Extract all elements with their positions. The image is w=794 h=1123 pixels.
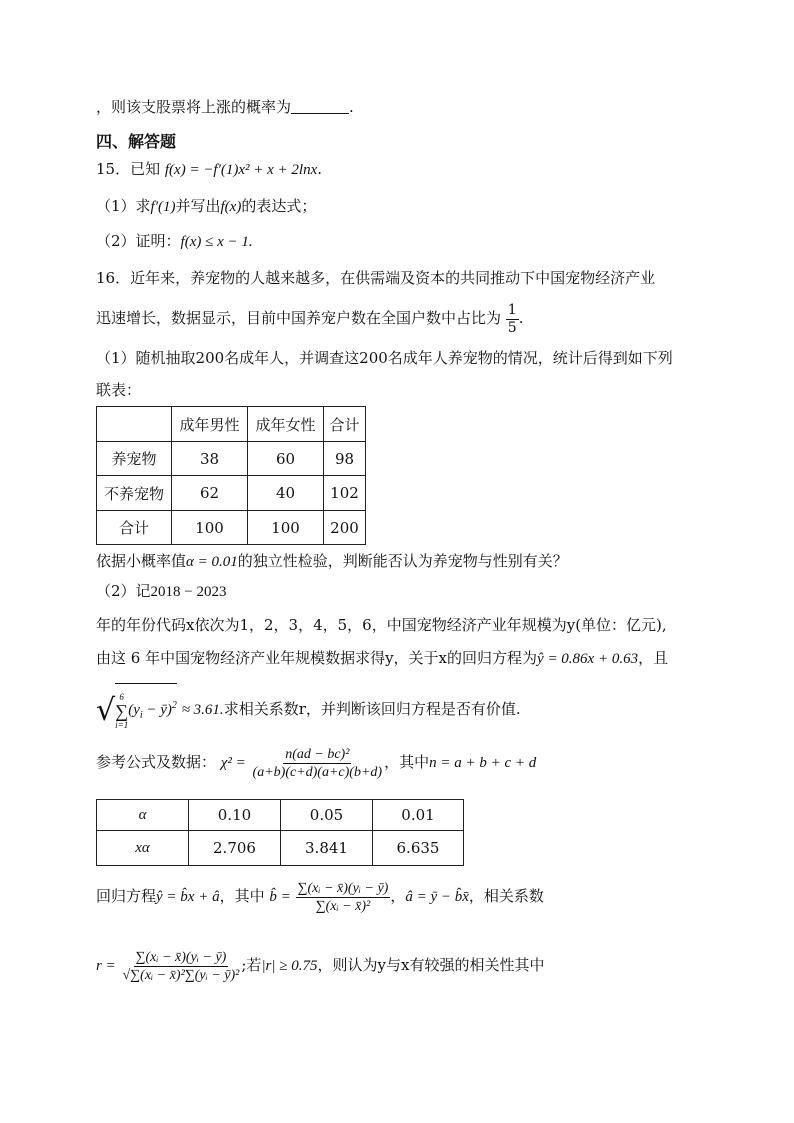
q15-formula: f(x) = −f′(1)x² + x + 2lnx (164, 162, 318, 178)
q15-part1: （1）求f′(1)并写出f(x)的表达式； (96, 197, 317, 215)
answer-blank (291, 99, 349, 114)
q16-line2: 迅速增长，数据显示，目前中国养宠户数在全国户数中占比为 $\frac{1}{5}$ . (96, 301, 524, 336)
chi-square-fraction: $\frac{\text{n(ad − bc)²}}{(a+b)(c+d)(a+c)(b+d)}$ (252, 746, 383, 780)
slope-fraction: $\frac{\text{∑(xᵢ − x̄)(yᵢ − ȳ)}}{\text{∑(xᵢ − x̄)²}}$ (297, 880, 389, 914)
correlation-fraction: $\frac{\text{∑(xᵢ − x̄)(yᵢ − ȳ)}}{\text{√∑(xᵢ − x̄)²∑(yᵢ − ȳ)²}}$ (122, 949, 240, 983)
q15-stem: 15．已知 f(x) = −f′(1)x² + x + 2lnx. (96, 160, 323, 178)
sum-squares-expr: 6 ∑ i=1 ($y_i$ − ȳ)$^2$ (115, 683, 177, 736)
table-row: 养宠物 38 60 98 (97, 442, 366, 476)
contingency-table (96, 406, 366, 545)
q15-part2: （2）证明：f(x) ≤ x − 1. (96, 232, 253, 250)
section-heading: 四、解答题 (96, 132, 177, 151)
table-row: α 0.10 0.05 0.01 (97, 800, 464, 831)
critical-value-table (96, 799, 464, 866)
table-row: xα 2.706 3.841 6.635 (97, 831, 464, 866)
table-row: 不养宠物 62 40 102 (97, 476, 366, 511)
q16-part2-line1: （2）记2018 − 2023 (96, 582, 227, 600)
q16-part2-line3: 由这 6 年中国宠物经济产业年规模数据求得y，关于x的回归方程为ŷ = 0.86x + 0.63，且 (96, 649, 669, 667)
q16-part2-line2: 年的年份代码x依次为1，2，3，4，5，6，中国宠物经济产业年规模为y(单位：亿元), (96, 616, 667, 634)
ref-chi-square: 参考公式及数据： χ² = $\frac{\text{n(ad − bc)²}}{(a+b)(c+d)(a+c)(b+d)}$ ，其中n = a + b + c + d (96, 746, 537, 780)
q16-part2-line4: √ 6 ∑ i=1 ($y_i$ − ȳ)$^2$ ≈ 3.61.求相关系数r，并判断该回归方程是否有价值. (96, 683, 521, 736)
previous-question-tail: ，则该支股票将上涨的概率为 . (96, 98, 354, 116)
sqrt-icon: √ (96, 693, 116, 728)
ref-regression: 回归方程ŷ = b̂x + â，其中 b̂ = $\frac{\text{∑(xᵢ − x̄)(yᵢ − ȳ)}}{\text{∑(xᵢ − x̄)²}}$ ，â = ȳ − b̂x̄，相关系数 (96, 880, 544, 914)
fraction-one-fifth: $\frac{1}{5}$ (507, 301, 517, 336)
q16-line1: 16．近年来，养宠物的人越来越多，在供需端及资本的共同推动下中国宠物经济产业 (96, 269, 656, 287)
table-row: 合计 100 100 200 (97, 511, 366, 545)
q16-after-table: 依据小概率值α = 0.01的独立性检验，判断能否认为养宠物与性别有关？ (96, 552, 568, 570)
table-row: 成年男性 成年女性 合计 (97, 407, 366, 442)
ref-correlation: r = $\frac{\text{∑(xᵢ − x̄)(yᵢ − ȳ)}}{\text{√∑(xᵢ − x̄)²∑(yᵢ − ȳ)²}}$ ;若|r| ≥ 0.75，则认为y与x有较强的相关性其中 (96, 949, 545, 983)
q16-part1-line1: （1）随机抽取200名成年人，并调查这200名成年人养宠物的情况，统计后得到如下列 (96, 349, 673, 367)
q16-part1-line2: 联表： (96, 381, 142, 399)
